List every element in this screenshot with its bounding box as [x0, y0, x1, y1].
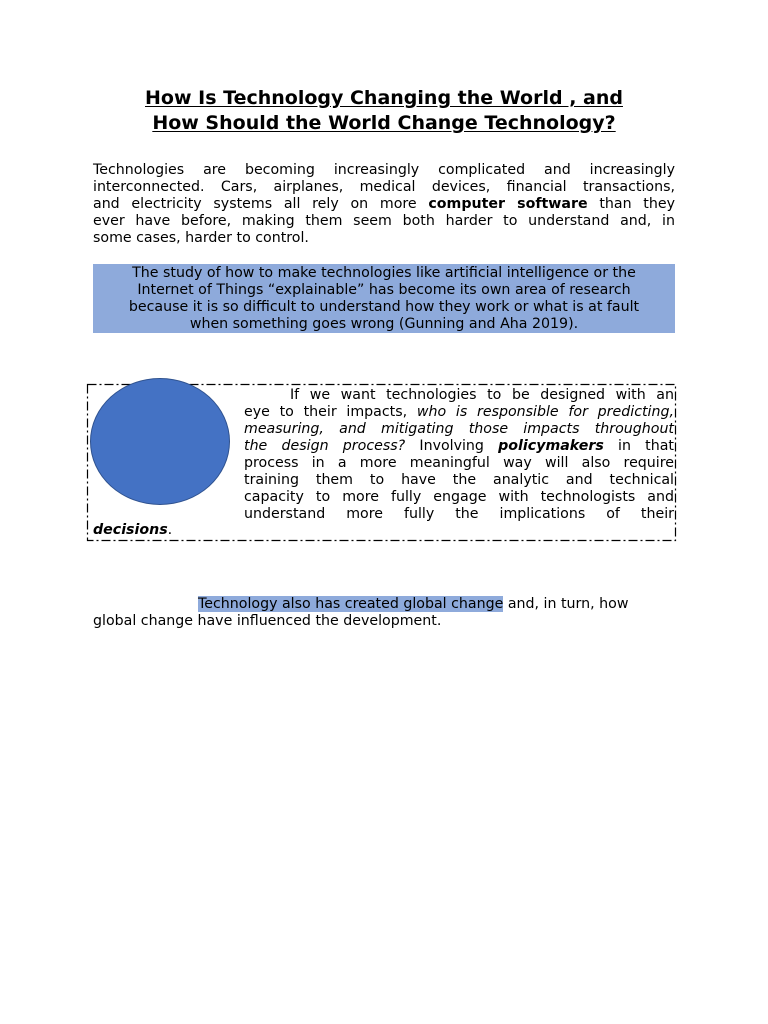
wrap-line-8: understand more fully the implications of their [244, 506, 674, 522]
closing-line-1 [93, 596, 675, 613]
intro-line-4: ever have before, making them seem both harder to understand and, in [93, 213, 675, 229]
highlighted-phrase: Technology also has created global change [198, 596, 504, 612]
wrap-line-9 [93, 522, 172, 539]
blue-circle-shape [90, 378, 230, 505]
wrap-line-4-post: in that [603, 438, 674, 454]
computer-software-bold: computer software [428, 196, 588, 212]
title-line-2: How Should the World Change Technology? [152, 112, 616, 134]
wrap-line-6: training them to have the analytic and technical [244, 472, 674, 488]
highlight-line-1: The study of how to make technologies like artificial intelligence or the [132, 265, 636, 281]
closing-line-2: global change have influenced the development. [93, 613, 442, 629]
closing-paragraph [93, 596, 675, 630]
wrap-line-3-italic: measuring, and mitigating those impacts throughout [244, 421, 674, 437]
wrap-line-3 [244, 421, 674, 438]
wrap-line-2-italic: who is responsible for predicting, [416, 404, 675, 420]
wrap-line-9-post: . [167, 522, 173, 538]
intro-line-2: interconnected. Cars, airplanes, medical devices, financial transactions, [93, 179, 675, 195]
wrap-line-7: capacity to more fully engage with technologists and [244, 489, 674, 505]
decisions-bold-italic: decisions [93, 522, 168, 538]
title-line-1: How Is Technology Changing the World , and [145, 87, 623, 109]
wrap-line-4-mid: Involving [405, 438, 499, 454]
wrap-line-1: If we want technologies to be designed with an [290, 387, 674, 403]
wrap-line-4 [244, 438, 674, 455]
intro-line-5: some cases, harder to control. [93, 230, 309, 246]
highlight-line-2: Internet of Things “explainable” has become its own area of research [137, 282, 631, 298]
intro-line-1: Technologies are becoming increasingly complicated and increasingly [93, 162, 675, 178]
highlight-line-3: because it is so difficult to understand how they work or what is at fault [128, 299, 640, 315]
policymakers-bold-italic: policymakers [498, 438, 604, 454]
highlight-line-4: when something goes wrong (Gunning and Aha 2019). [189, 316, 579, 332]
wrap-line-2 [244, 404, 674, 421]
closing-line-1-post: and, in turn, how [503, 596, 629, 612]
wrapped-paragraph [244, 387, 674, 523]
intro-line-3-post: than they [587, 196, 675, 212]
wrap-line-4-italic: the design process? [244, 438, 406, 454]
wrap-line-5: process in a more meaningful way will also require [244, 455, 674, 471]
wrap-line-2-pre: eye to their impacts, [244, 404, 417, 420]
intro-line-3-pre: and electricity systems all rely on more [93, 196, 429, 212]
